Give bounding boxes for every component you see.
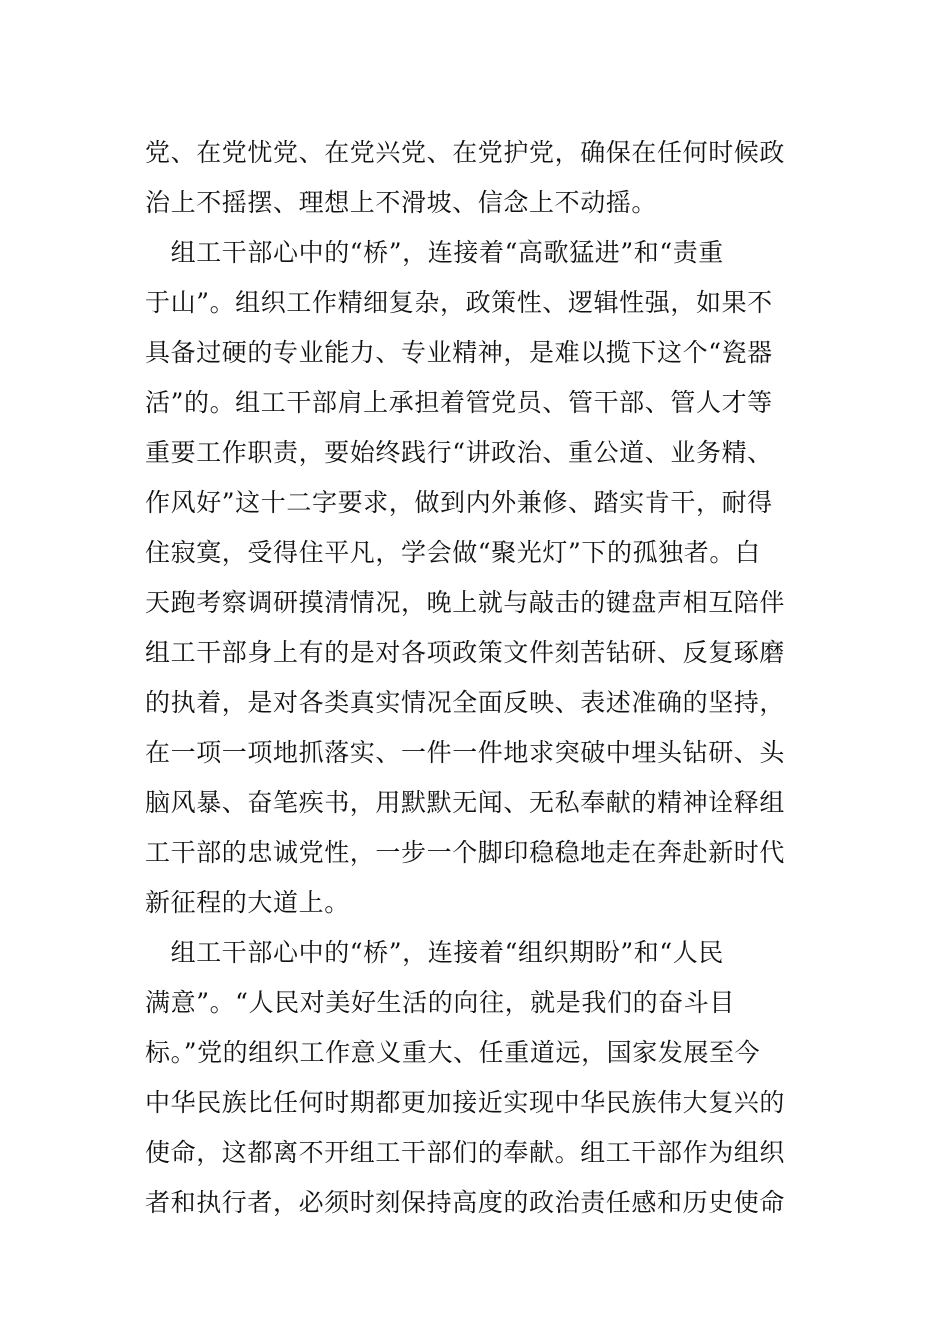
text-line: 满意”。“人民对美好生活的向往，就是我们的奋斗目 (145, 988, 735, 1017)
text-line: 的执着，是对各类真实情况全面反映、表述准确的坚持， (145, 688, 786, 717)
text-line: 组工干部身上有的是对各项政策文件刻苦钻研、反复琢磨 (145, 638, 786, 667)
text-line: 者和执行者，必须时刻保持高度的政治责任感和历史使命 (145, 1188, 786, 1217)
text-line: 标。”党的组织工作意义重大、任重道远，国家发展至今 (145, 1038, 761, 1067)
text-line: 在一项一项地抓落实、一件一件地求突破中埋头钻研、头 (145, 738, 786, 767)
text-line: 脑风暴、奋笔疾书，用默默无闻、无私奉献的精神诠释组 (145, 788, 786, 817)
text-line: 作风好”这十二字要求，做到内外兼修、踏实肯干，耐得 (145, 488, 773, 517)
text-line: 具备过硬的专业能力、专业精神，是难以揽下这个“瓷器 (145, 338, 773, 367)
text-line: 活”的。组工干部肩上承担着管党员、管干部、管人才等 (145, 388, 773, 417)
text-line: 天跑考察调研摸清情况，晚上就与敲击的键盘声相互陪伴 (145, 588, 786, 617)
text-line: 党、在党忧党、在党兴党、在党护党，确保在任何时候政 (145, 138, 786, 167)
text-line: 使命，这都离不开组工干部们的奉献。组工干部作为组织 (145, 1138, 786, 1167)
text-line: 中华民族比任何时期都更加接近实现中华民族伟大复兴的 (145, 1088, 786, 1117)
text-line: 组工干部心中的“桥”，连接着“高歌猛进”和“责重 (145, 238, 724, 267)
text-line: 重要工作职责，要始终践行“讲政治、重公道、业务精、 (145, 438, 773, 467)
document-body (145, 128, 810, 1228)
text-line: 治上不摇摆、理想上不滑坡、信念上不动摇。 (145, 188, 658, 217)
text-line: 于山”。组织工作精细复杂，政策性、逻辑性强，如果不 (145, 288, 773, 317)
text-line: 住寂寞，受得住平凡，学会做“聚光灯”下的孤独者。白 (145, 538, 761, 567)
text-line: 组工干部心中的“桥”，连接着“组织期盼”和“人民 (145, 938, 724, 967)
text-line: 新征程的大道上。 (145, 888, 350, 917)
text-line: 工干部的忠诚党性，一步一个脚印稳稳地走在奔赴新时代 (145, 838, 786, 867)
